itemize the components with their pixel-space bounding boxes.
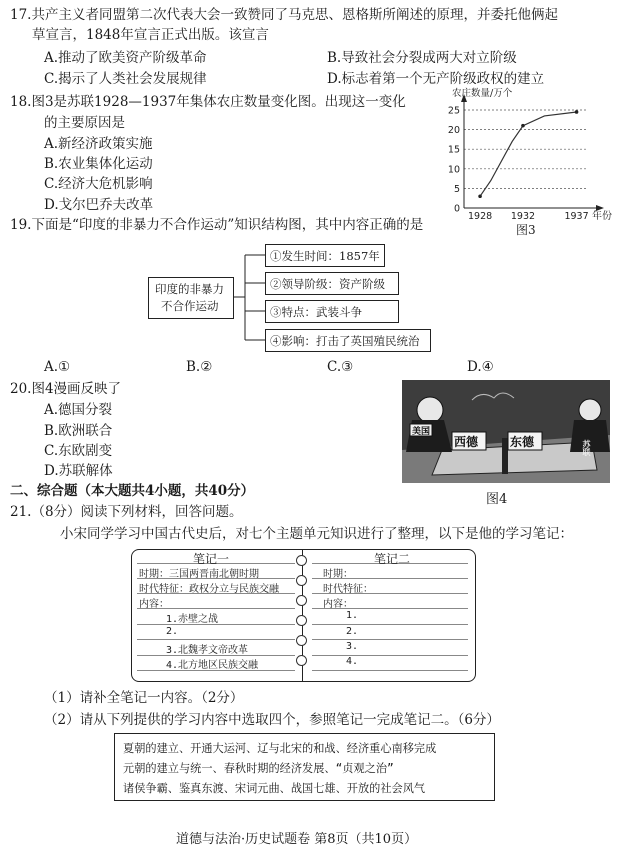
y-tick-label: 10 bbox=[447, 164, 460, 176]
data-point-1928 bbox=[478, 194, 482, 198]
x-tick-label: 1932 bbox=[510, 211, 536, 222]
q19-option-b: B.② bbox=[186, 359, 213, 375]
note1-item-2: 2. bbox=[166, 626, 179, 637]
data-point-1932 bbox=[521, 124, 525, 128]
q20-option-a: A.德国分裂 bbox=[44, 402, 113, 418]
note2-feature: 时代特征： bbox=[323, 584, 373, 595]
cartoon-label-ussr: 苏联 bbox=[582, 440, 592, 456]
collective-farm-line bbox=[480, 112, 576, 196]
binding-ring bbox=[296, 615, 307, 626]
q19-option-a: A.① bbox=[44, 359, 71, 375]
page-footer: 道德与法治·历史试题卷 第8页（共10页） bbox=[176, 832, 418, 847]
section2-heading: 二、综合题（本大题共4小题，共40分） bbox=[10, 483, 255, 499]
root-label-line2: 不合作运动 bbox=[161, 299, 219, 313]
note2-item-3: 3. bbox=[346, 641, 359, 652]
y-tick-label: 0 bbox=[453, 203, 460, 215]
binding-ring bbox=[296, 595, 307, 606]
content-line-1: 夏朝的建立、开通大运河、辽与北宋的和战、经济重心南移完成 bbox=[123, 742, 437, 755]
structure-root-box bbox=[148, 277, 234, 319]
q20-option-b: B.欧洲联合 bbox=[44, 423, 113, 439]
binding-ring bbox=[296, 655, 307, 666]
q18-stem-line1: 18.图3是苏联1928—1937年集体农庄数量变化图。出现这一变化 bbox=[10, 94, 406, 110]
q20-option-c: C.东欧剧变 bbox=[44, 443, 113, 459]
q20-stem: 20.图4漫画反映了 bbox=[10, 381, 122, 397]
note1-item-1: 1.赤壁之战 bbox=[166, 614, 219, 625]
structure-item-3 bbox=[265, 300, 399, 323]
q19-option-d: D.④ bbox=[467, 359, 494, 375]
binding-ring bbox=[296, 555, 307, 566]
y-axis-label: 农庄数量/万个 bbox=[452, 88, 513, 99]
figure3-caption: 图3 bbox=[516, 223, 536, 237]
structure-connector bbox=[233, 240, 267, 350]
binding-ring bbox=[296, 635, 307, 646]
note1-period: 时期：三国两晋南北朝时期 bbox=[139, 569, 259, 580]
q20-option-d: D.苏联解体 bbox=[44, 463, 113, 479]
y-tick-label: 15 bbox=[447, 144, 460, 156]
y-tick-label: 25 bbox=[447, 105, 460, 117]
note1-feature: 时代特征：政权分立与民族交融 bbox=[139, 584, 279, 595]
q19-stem: 19.下面是“印度的非暴力不合作运动”知识结构图，其中内容正确的是 bbox=[10, 217, 424, 233]
structure-item-1 bbox=[265, 244, 385, 267]
note2-item-2: 2. bbox=[346, 626, 359, 637]
note1-title: 笔记一 bbox=[193, 552, 230, 566]
q18-option-a: A.新经济政策实施 bbox=[44, 136, 153, 152]
y-tick-label: 5 bbox=[453, 183, 460, 195]
content-line-2: 元朝的建立与统一、春秋时期的经济发展、“贞观之治” bbox=[123, 762, 394, 775]
germany-split-cartoon bbox=[402, 380, 610, 483]
note2-item-4: 4. bbox=[346, 656, 359, 667]
q17-option-b: B.导致社会分裂成两大对立阶级 bbox=[327, 50, 517, 66]
cartoon-label-us: 美国 bbox=[412, 427, 431, 437]
binding-ring bbox=[296, 575, 307, 586]
structure-item-3-text: ③特点：武装斗争 bbox=[270, 305, 362, 319]
x-tick-label: 1937 bbox=[564, 211, 589, 222]
note2-item-1: 1. bbox=[346, 610, 359, 621]
q21-stem: 21.（8分）阅读下列材料，回答问题。 bbox=[10, 504, 243, 520]
q18-stem-line2: 的主要原因是 bbox=[44, 115, 125, 131]
note1-item-3: 3.北魏孝文帝改革 bbox=[166, 645, 249, 656]
structure-item-4 bbox=[265, 329, 431, 352]
collective-farm-chart bbox=[438, 86, 623, 238]
learning-content-box bbox=[114, 733, 495, 801]
structure-item-4-text: ④影响：打击了英国殖民统治 bbox=[270, 334, 420, 348]
structure-item-2 bbox=[265, 272, 399, 295]
y-tick-label: 20 bbox=[447, 125, 460, 137]
x-tick-label: 1928 bbox=[467, 211, 493, 222]
q17-option-c: C.揭示了人类社会发展规律 bbox=[44, 71, 207, 87]
note2-title: 笔记二 bbox=[374, 552, 411, 566]
structure-item-2-text: ②领导阶级：资产阶级 bbox=[270, 277, 385, 291]
q18-option-c: C.经济大危机影响 bbox=[44, 176, 153, 192]
q19-option-c: C.③ bbox=[327, 359, 354, 375]
note1-content-label: 内容： bbox=[139, 599, 169, 610]
q21-sub2: （2）请从下列提供的学习内容中选取四个，参照笔记一完成笔记二。（6分） bbox=[44, 712, 500, 728]
q21-sub1: （1）请补全笔记一内容。（2分） bbox=[44, 690, 244, 706]
data-point-1937 bbox=[575, 110, 579, 114]
note2-period: 时期： bbox=[323, 569, 353, 580]
q21-intro: 小宋同学学习中国古代史后，对七个主题单元知识进行了整理，以下是他的学习笔记： bbox=[60, 526, 573, 542]
q18-option-d: D.戈尔巴乔夫改革 bbox=[44, 197, 154, 213]
content-line-3: 诸侯争霸、鉴真东渡、宋词元曲、战国七雄、开放的社会风气 bbox=[123, 782, 426, 795]
q17-stem-line2: 草宣言，1848年宣言正式出版。该宣言 bbox=[32, 27, 269, 43]
figure4-caption: 图4 bbox=[486, 492, 508, 507]
q17-stem-line1: 17.共产主义者同盟第二次代表大会一致赞同了马克思、恩格斯所阐述的原理，并委托他俩起 bbox=[10, 7, 558, 23]
note1-item-4: 4.北方地区民族交融 bbox=[166, 660, 259, 671]
q17-option-d: D.标志着第一个无产阶级政权的建立 bbox=[327, 71, 545, 87]
note2-content-label: 内容： bbox=[323, 599, 353, 610]
cartoon-label-west-germany: 西德 bbox=[454, 435, 479, 449]
x-axis-label: 年份 bbox=[592, 211, 612, 222]
cartoon-label-east-germany: 东德 bbox=[510, 435, 535, 449]
q17-option-a: A.推动了欧美资产阶级革命 bbox=[44, 50, 207, 66]
structure-item-1-text: ①发生时间：1857年 bbox=[270, 249, 380, 263]
root-label-line1: 印度的非暴力 bbox=[155, 282, 224, 296]
q18-option-b: B.农业集体化运动 bbox=[44, 156, 153, 172]
